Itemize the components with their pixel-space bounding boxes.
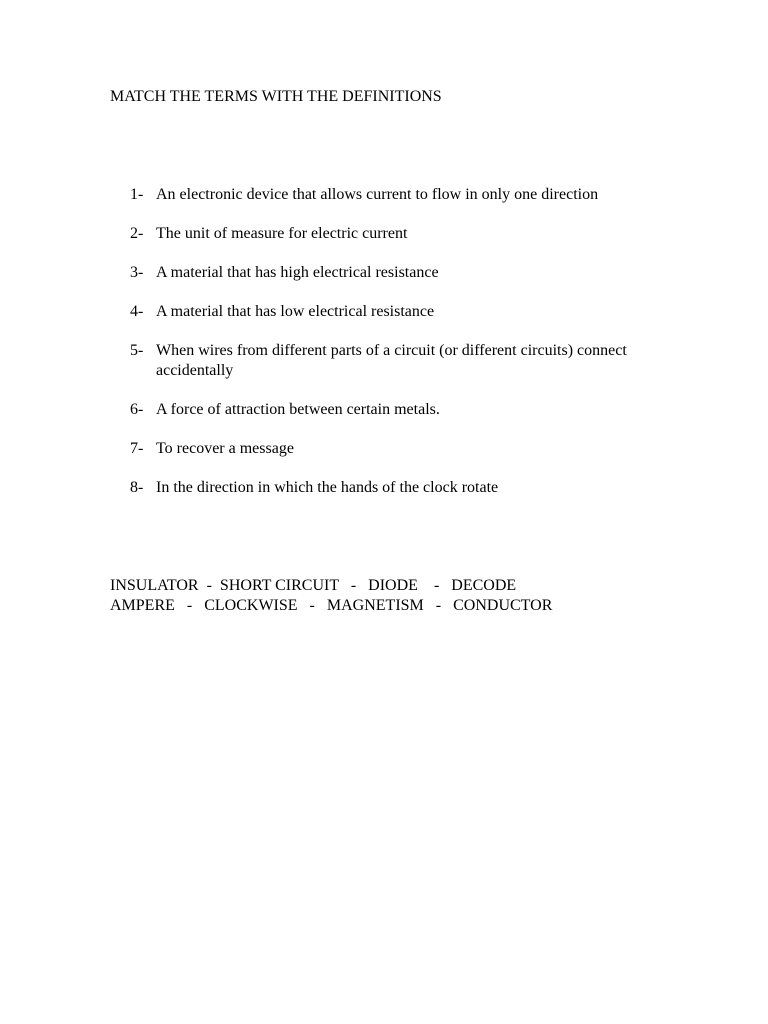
definitions-list [130,185,690,517]
definition-number: 1- [130,186,144,203]
page-title: MATCH THE TERMS WITH THE DEFINITIONS [110,88,442,105]
definition-number: 2- [130,225,144,242]
terms-line-1: INSULATOR - SHORT CIRCUIT - DIODE - DECODE [110,577,517,594]
definition-item [130,400,690,420]
definition-text: An electronic device that allows current to flow in only one direction [156,186,599,203]
definition-number: 8- [130,479,144,496]
terms-line-2: AMPERE - CLOCKWISE - MAGNETISM - CONDUCTOR [110,597,553,614]
definition-number: 7- [130,440,144,457]
definition-text: A force of attraction between certain metals. [156,401,440,418]
definition-item [130,224,690,244]
definition-text: The unit of measure for electric current [156,225,408,242]
definition-number: 5- [130,342,144,359]
definition-number: 4- [130,303,144,320]
definition-item [130,478,690,498]
definition-text: To recover a message [156,440,294,457]
definition-item [130,439,690,459]
definition-item [130,185,690,205]
definition-text: A material that has low electrical resistance [156,303,435,320]
definition-text: In the direction in which the hands of the clock rotate [156,479,499,496]
definition-number: 3- [130,264,144,281]
definition-number: 6- [130,401,144,418]
terms-bank [110,576,552,616]
definition-text: A material that has high electrical resistance [156,264,439,281]
definition-item [130,341,690,381]
definition-item [130,302,690,322]
definition-item [130,263,690,283]
definition-text: When wires from different parts of a circuit (or different circuits) connect accidentally [156,342,627,379]
